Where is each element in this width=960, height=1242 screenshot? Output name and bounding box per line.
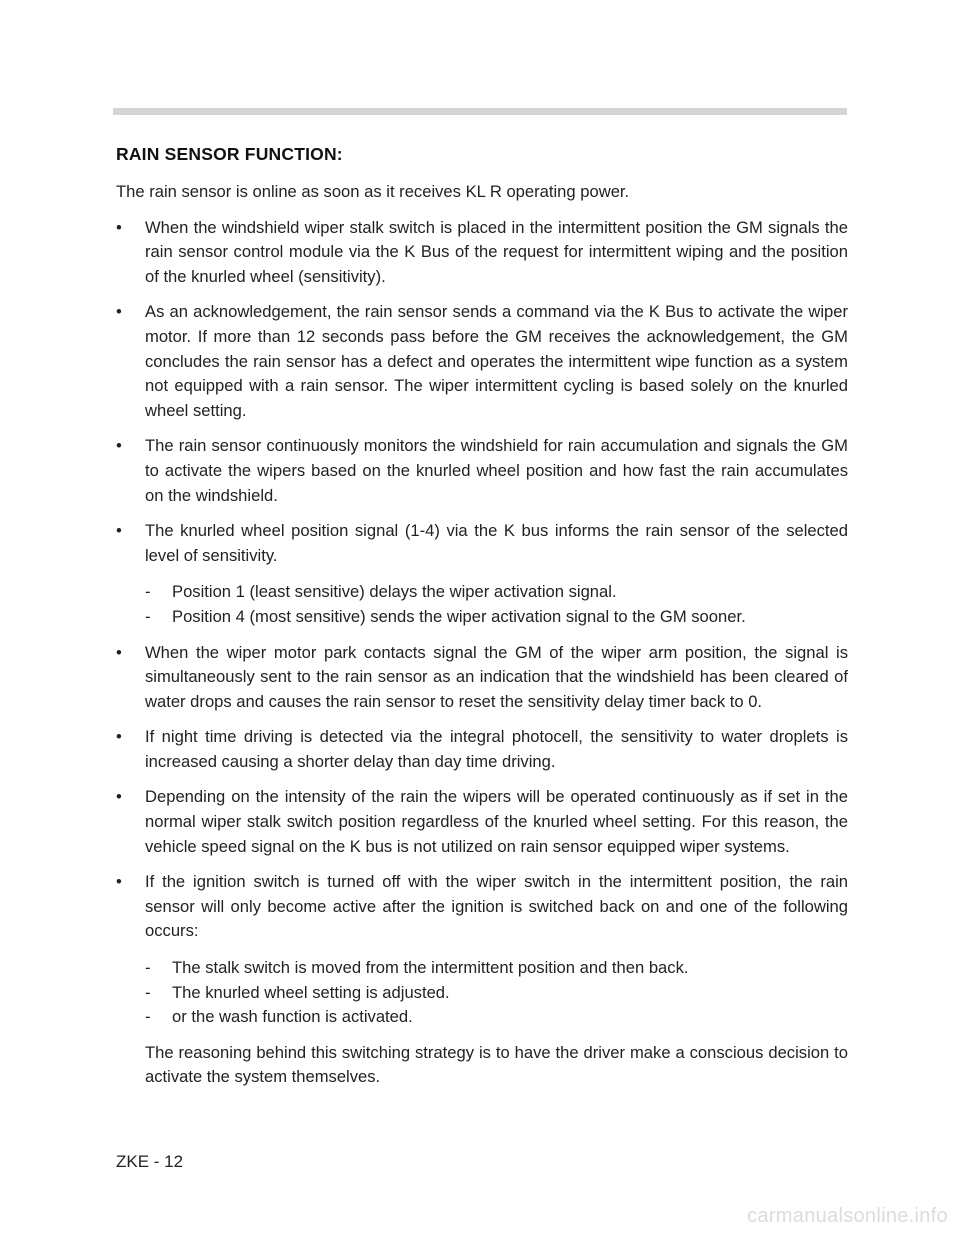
bullet-text: If night time driving is detected via the integral photocell, the sensitivity to water droplets is increased causing a shorter delay than day time driving. (145, 727, 848, 771)
page-number: ZKE - 12 (116, 1152, 184, 1171)
sublist-item (145, 605, 848, 630)
bullet-item (116, 641, 848, 715)
sublist-text: Position 4 (most sensitive) sends the wiper activation signal to the GM sooner. (172, 606, 746, 626)
bullet-item (116, 216, 848, 290)
bullet-dot-icon: • (116, 787, 122, 807)
bullet-text: When the windshield wiper stalk switch is placed in the intermittent position the GM signals the rain sensor control module via the K Bus of the request for intermittent wiping and the position of the knurled wheel (sensitivity). (145, 217, 848, 286)
ignition-sublist (145, 956, 848, 1030)
bullet-dot-icon: • (116, 302, 122, 322)
bullet-dot-icon: • (116, 217, 122, 237)
bullet-item (116, 870, 848, 1030)
bullet-text: When the wiper motor park contacts signal the GM of the wiper arm position, the signal is simultaneously sent to the rain sensor as an indication that the windshield has been cleared of water drops and causes the rain sensor to reset the sensitivity delay timer back to 0. (145, 642, 848, 711)
closing-paragraph: The reasoning behind this switching strategy is to have the driver make a conscious decision to activate the system themselves. (145, 1042, 848, 1087)
document-body (116, 180, 848, 1090)
bullet-text: Depending on the intensity of the rain the wipers will be operated continuously as if set in the normal wiper stalk switch position regardless of the knurled wheel setting. For this reason, the vehicle speed signal on the K bus is not utilized on rain sensor equipped wiper systems. (145, 787, 848, 856)
bullet-dot-icon: • (116, 727, 122, 747)
dash-marker: - (145, 958, 151, 978)
sublist-item (145, 956, 848, 981)
bullet-dot-icon: • (116, 521, 122, 541)
sublist-text: The stalk switch is moved from the intermittent position and then back. (172, 958, 689, 978)
dash-marker: - (145, 582, 151, 602)
bullet-item (116, 519, 848, 629)
bullet-text: As an acknowledgement, the rain sensor sends a command via the K Bus to activate the wiper motor. If more than 12 seconds pass before the GM receives the acknowledgement, the GM concludes the rain sensor has a defect and operates the intermittent wipe function as a system not equipped with a rain sensor. The wiper intermittent cycling is based solely on the knurled wheel setting. (145, 302, 848, 420)
sublist-item (145, 580, 848, 605)
bullet-text: The rain sensor continuously monitors the windshield for rain accumulation and signals the GM to activate the wipers based on the knurled wheel position and how fast the rain accumulates on the windshield. (145, 436, 848, 505)
bullet-dot-icon: • (116, 436, 122, 456)
intro-paragraph: The rain sensor is online as soon as it receives KL R operating power. (116, 182, 630, 201)
bullet-text: If the ignition switch is turned off with the wiper switch in the intermittent position, the rain sensor will only become active after the ignition is switched back on and one of the following occurs: (145, 872, 848, 941)
watermark: carmanualsonline.info (747, 1205, 948, 1227)
sublist-text: The knurled wheel setting is adjusted. (172, 982, 450, 1002)
dash-marker: - (145, 982, 151, 1002)
sublist-item (145, 981, 848, 1006)
bullet-item (116, 434, 848, 508)
sublist-item (145, 1005, 848, 1030)
bullet-item (116, 785, 848, 859)
bullet-dot-icon: • (116, 872, 122, 892)
bullet-item (116, 725, 848, 774)
bullet-text: The knurled wheel position signal (1-4) via the K bus informs the rain sensor of the selected level of sensitivity. (145, 521, 848, 565)
top-divider (113, 108, 847, 115)
sublist-text: or the wash function is activated. (172, 1007, 413, 1027)
section-heading: RAIN SENSOR FUNCTION: (116, 144, 343, 164)
dash-marker: - (145, 606, 151, 626)
sublist-text: Position 1 (least sensitive) delays the wiper activation signal. (172, 582, 617, 602)
bullet-dot-icon: • (116, 642, 122, 662)
bullet-item (116, 300, 848, 423)
dash-marker: - (145, 1007, 151, 1027)
sensitivity-sublist (145, 580, 848, 629)
